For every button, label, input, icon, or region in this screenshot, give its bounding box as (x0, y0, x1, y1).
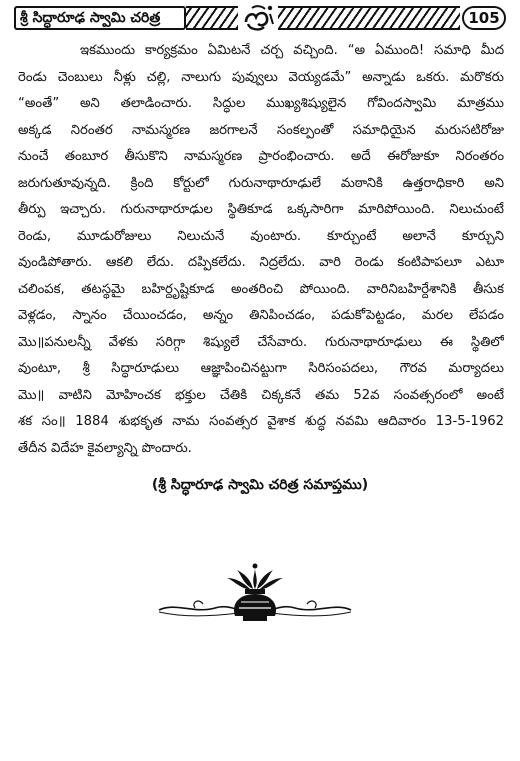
text-line: మొ॥పనులన్నీ వేళకు సరిగ్గా శిష్యులే చేసేవారు. గురునాథారూఢులు ఈ స్థితిలో (18, 334, 504, 350)
text-line: వుంటూ, శ్రీ సిద్ధారూఢులు ఆజ్ఞాపించినట్టుగా సిరిసంపదలు, గౌరవ మర్యాదలు (18, 361, 504, 376)
page-header (14, 6, 506, 32)
text-line: “అంతే” అని తలాడించారు. సిద్ధుల ముఖ్యశిష్యులైన గోవిందస్వామి మాత్రము (18, 96, 504, 111)
header-hatch-left (186, 6, 238, 30)
text-line: జరుగుతూవున్నది. క్రింది కోర్టులో గురునాథారూఢులే మఠానికి ఉత్తరాధికారి అని (18, 175, 504, 191)
text-line: వుండిపోతారు. ఆకలి లేదు. దప్పికలేదు. నిద్రలేదు. వారి రెండు కంటిపాపలూ ఎటూ (18, 255, 504, 270)
kalasha-ornament-icon (155, 558, 355, 628)
om-emblem-icon (240, 2, 276, 34)
text-line: చలింపక, తటస్థమై బహిర్దృష్టికూడ అంతరించి పోయింది. వారినిబహిర్దేశానికి తీసుక (18, 281, 504, 297)
text-line: రెండు, మూడురోజులు నిలుచునే వుంటారు. కూర్చుంటే అలానే కూర్చుని (18, 228, 504, 244)
text-line: శక సం॥ 1884 శుభకృత నామ సంవత్సర వైశాక శుద్ధ నవమి ఆదివారం 13-5-1962 (18, 414, 504, 429)
page-number: 105 (462, 6, 506, 30)
text-line: తేదీన విదేహ కైవల్యాన్ని పొందారు. (18, 440, 192, 456)
text-line: తీర్పు ఇచ్చారు. గురునాథారూఢుల స్థితికూడ ఒక్కసారిగా మారిపోయింది. నిలుచుంటే (18, 202, 504, 217)
text-line: రెండు చెంబులు నీళ్లు చల్లి, నాలుగు పువ్వులు వెయ్యడమే” అన్నాడు ఒకరు. మరొకరు (18, 69, 504, 85)
running-title: శ్రీ సిద్ధారూఢ స్వామి చరిత్ర (14, 6, 186, 30)
text-line: వెళ్లడం, స్నానం చేయించడం, అన్నం తినిపించడం, పడుకోపెట్టడం, మరల లేపడం (18, 308, 504, 323)
closing-line: (శ్రీ సిద్ధారూఢ స్వామి చరిత్ర సమాప్తము) (151, 477, 369, 493)
text-line: నుంచే తంబూర తీసుకొని నామస్మరణ ప్రారంభించారు. అదే ఈరోజుకూ నిరంతరం (18, 149, 504, 164)
text-line: మొ॥ వాటిని మోహించక భక్తుల చేతికి చిక్కకనే తమ 52వ సంవత్సరంలో అంటే (18, 387, 504, 403)
body-paragraph (18, 38, 504, 462)
text-line: అక్కడ నిరంతర నామస్మరణ జరగాలనే సంకల్పంతో సమాధియైన మరుసటిరోజు (18, 122, 504, 138)
header-hatch-right (278, 6, 460, 30)
text-line: ఇకముందు కార్యక్రమం ఏమిటనే చర్చ వచ్చింది. “అ ఏముంది! సమాధి మీద (80, 43, 504, 58)
